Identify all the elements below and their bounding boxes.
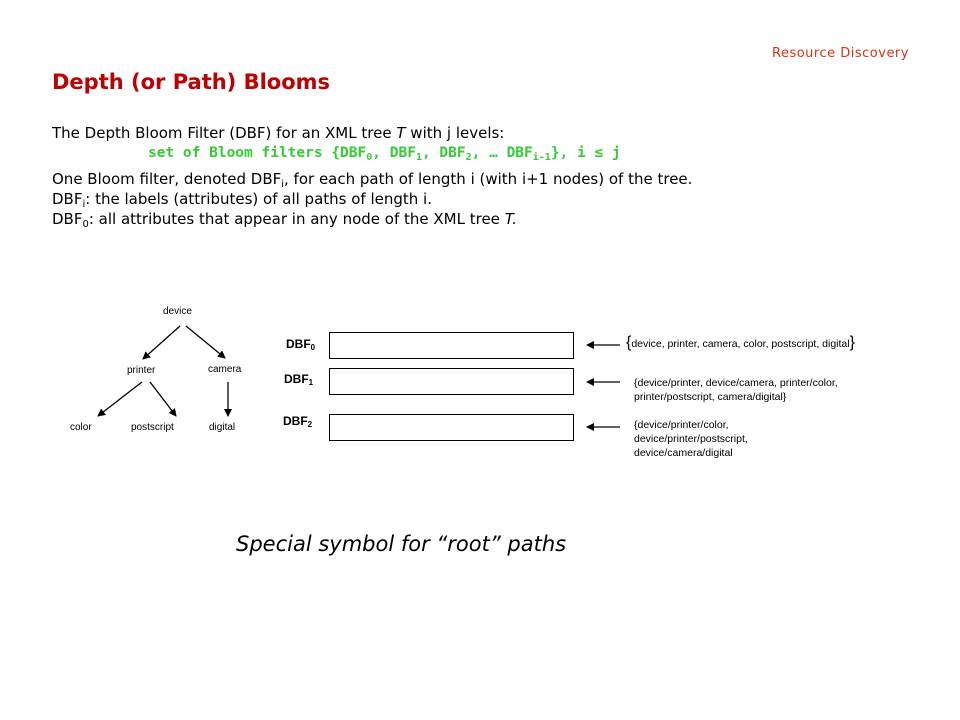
text-segment: DBF (283, 414, 308, 428)
dbf2-label (283, 414, 312, 428)
text-segment: device, printer, camera, color, postscript, digital (631, 338, 850, 350)
subscript: i-1 (532, 152, 551, 163)
text-segment: T. (504, 210, 517, 228)
brace-close: } (849, 334, 855, 351)
text-segment: The Depth Bloom Filter (DBF) for an XML tree (52, 124, 392, 142)
text-segment: , … DBF (471, 145, 533, 161)
edge-device-printer (143, 326, 180, 359)
text-segment: , DBF (421, 145, 466, 161)
brace-open: { (626, 334, 632, 351)
text-segment: DBF (52, 190, 83, 208)
dbf0-label (286, 337, 315, 351)
text-segment: DBF (284, 372, 309, 386)
text-segment: }, i ≤ j (550, 145, 621, 161)
text-segment: T (396, 124, 406, 142)
subscript: 0 (366, 152, 373, 163)
tree-node-postscript: postscript (131, 422, 174, 433)
set-line: {device/printer, device/camera, printer/color, (634, 377, 838, 389)
text-segment: : the labels (attributes) of all paths of length i. (85, 190, 432, 208)
dbf2-set (634, 418, 748, 460)
dbf2-box (329, 414, 574, 441)
slide-title: Depth (or Path) Blooms (52, 70, 331, 94)
text-segment: , DBF (372, 145, 416, 161)
dbf1-box (329, 368, 574, 395)
tree-node-device: device (163, 306, 192, 317)
set-line: printer/postscript, camera/digital} (634, 391, 787, 403)
set-line: {device/printer/color, (634, 419, 729, 431)
subscript: 1 (415, 152, 422, 163)
edge-device-camera (186, 326, 225, 358)
subscript: 2 (465, 152, 472, 163)
tree-node-camera: camera (208, 364, 242, 375)
edge-printer-postscript (150, 382, 176, 416)
subscript: 0 (310, 343, 316, 352)
text-segment: One Bloom filter, denoted DBF (52, 170, 282, 188)
root-paths-note: Special symbol for “root” paths (236, 532, 567, 556)
tree-node-color: color (70, 422, 92, 433)
subscript: i (281, 179, 285, 190)
set-line: device/camera/digital (634, 447, 733, 459)
text-segment: , for each path of length i (with i+1 nodes) of the tree. (284, 170, 693, 188)
dbf0-set (626, 336, 855, 351)
text-segment: set of Bloom filters {DBF (148, 145, 367, 161)
dbf1-label (284, 372, 313, 386)
subscript: 0 (82, 219, 89, 230)
tree-node-printer: printer (127, 365, 156, 376)
text-segment: DBF (52, 210, 83, 228)
edge-printer-color (98, 382, 142, 416)
subscript: 1 (308, 378, 314, 387)
set-line: device/printer/postscript, (634, 433, 748, 445)
section-tag: Resource Discovery (772, 46, 909, 61)
text-segment: DBF (286, 337, 311, 351)
tree-node-digital: digital (209, 422, 236, 433)
text-segment: with j levels: (410, 124, 505, 142)
subscript: i (82, 199, 86, 210)
text-segment: : all attributes that appear in any node of the XML tree (88, 210, 500, 228)
subscript: 2 (307, 420, 313, 429)
dbf1-set (634, 376, 838, 404)
dbf0-box (329, 332, 574, 359)
